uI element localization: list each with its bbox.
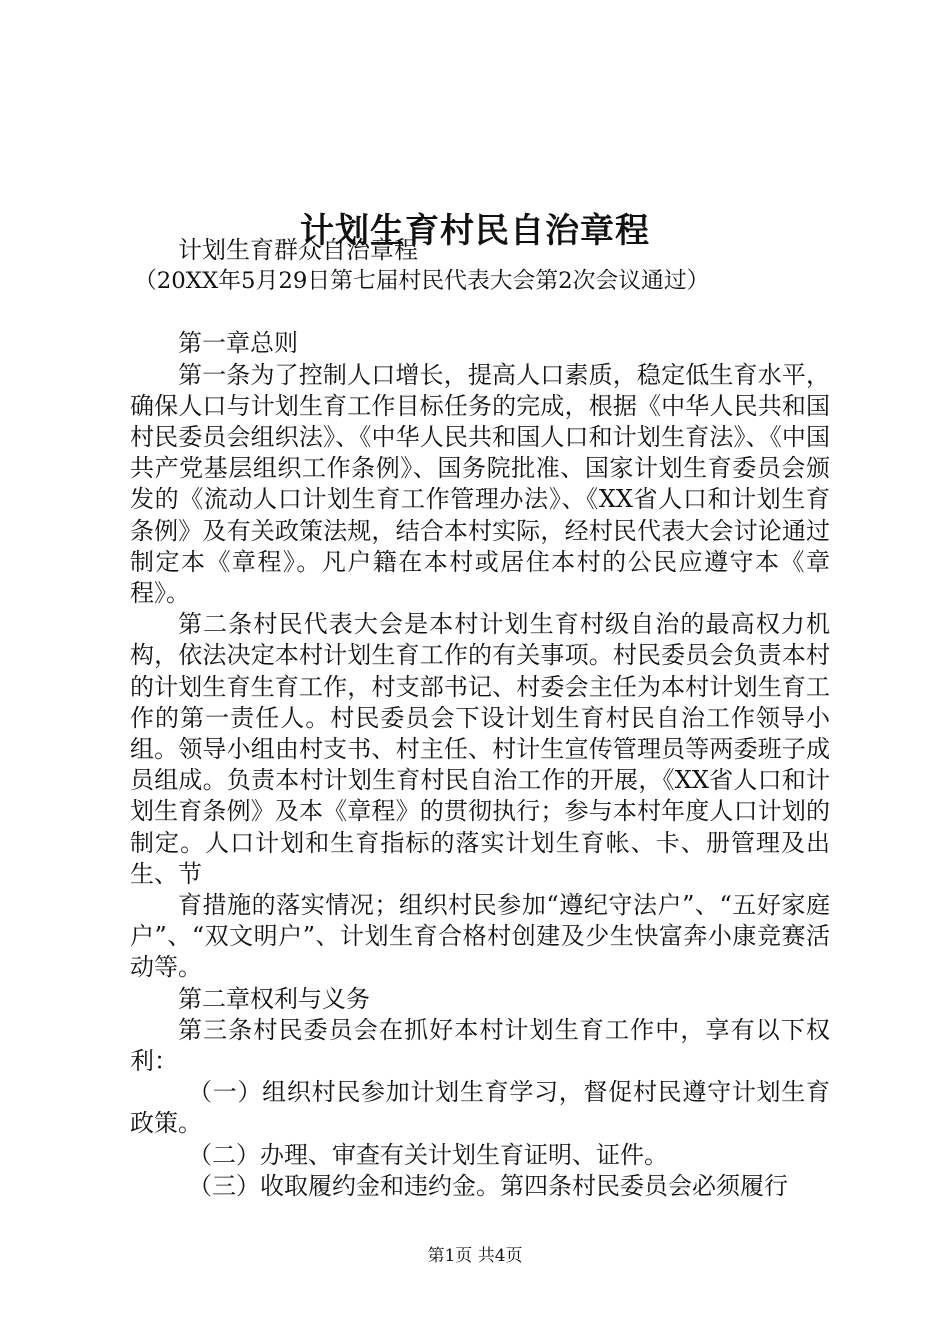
article-2-continuation: 育措施的落实情况；组织村民参加“遵纪守法户”、“五好家庭户”、“双文明户”、计划生育合格村创建及少生快富奔小康竞赛活动等。 (130, 891, 830, 982)
document-subtitle: 计划生育群众自治章程 (178, 236, 418, 264)
article-3-item-3: （三）收取履约金和违约金。第四条村民委员会必须履行 (188, 1171, 788, 1200)
document-body (130, 235, 830, 1202)
paragraph-gap (130, 297, 830, 328)
adoption-note: （20XX年5月29日第七届村民代表大会第2次会议通过） (134, 268, 710, 295)
article-1-paragraph: 第一条为了控制人口增长，提高人口素质，稳定低生育水平，确保人口与计划生育工作目标任务的完成，根据《中华人民共和国村民委员会组织法》、《中华人民共和国人口和计划生育法》、《中国共产党基层组织工作条例》、国务院批准、国家计划生育委员会颁发的《流动人口计划生育工作管理办法》、《XX省人口和计划生育条例》及有关政策法规，结合本村实际，经村民代表大会讨论通过制定本《章程》。凡户籍在本村或居住本村的公民应遵守本《章程》。 (130, 360, 830, 608)
article-2-paragraph: 第二条村民代表大会是本村计划生育村级自治的最高权力机构，依法决定本村计划生育工作的有关事项。村民委员会负责本村的计划生育生育工作，村支部书记、村委会主任为本村计划生育工作的第一责任人。村民委员会下设计划生育村民自治工作领导小组。领导小组由村支书、村主任、村计生宣传管理员等两委班子成员组成。负责本村计划生育村民自治工作的开展，《XX省人口和计划生育条例》及本《章程》的贯彻执行；参与本村年度人口计划的制定。人口计划和生育指标的落实计划生育帐、卡、册管理及出生、节 (130, 610, 830, 888)
article-3-item-2: （二）办理、审查有关计划生育证明、证件。 (188, 1140, 668, 1169)
article-3-paragraph: 第三条村民委员会在抓好本村计划生育工作中，享有以下权利： (130, 1015, 830, 1076)
chapter-heading-1: 第一章总则 (178, 329, 298, 358)
article-3-item-1: （一）组织村民参加计划生育学习，督促村民遵守计划生育政策。 (130, 1078, 830, 1138)
document-title: 计划生育村民自治章程 (300, 210, 650, 251)
chapter-heading-2: 第二章权利与义务 (178, 984, 370, 1013)
page-footer: 第1页 共4页 (427, 1246, 523, 1266)
